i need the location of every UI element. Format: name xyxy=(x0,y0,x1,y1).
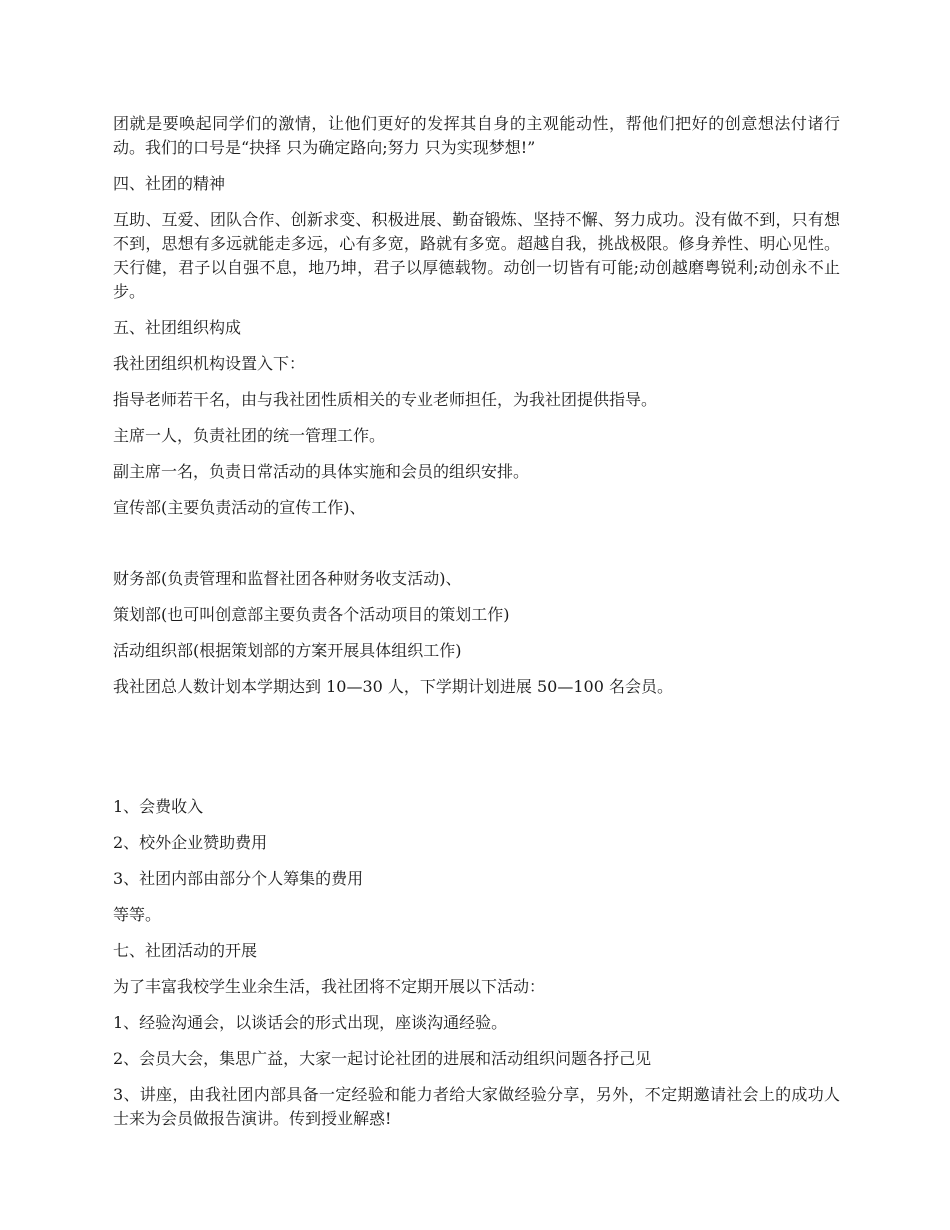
paragraph-club-spirit: 互助、互爱、团队合作、创新求变、积极进展、勤奋锻炼、坚持不懈、努力成功。没有做不到，只有想不到，思想有多远就能走多远，心有多宽，路就有多宽。超越自我，挑战极限。修身养性、明心见性。天行健，君子以自强不息，地乃坤，君子以厚德载物。动创一切皆有可能;动创越磨粤锐利;动创永不止步。 xyxy=(113,210,840,301)
paragraph-activity-dept: 活动组织部(根据策划部的方案开展具体组织工作) xyxy=(113,641,462,660)
paragraph-activities-intro: 为了丰富我校学生业余生活，我社团将不定期开展以下活动： xyxy=(113,977,546,996)
paragraph-finance-dept: 财务部(负责管理和监督社团各种财务收支活动)、 xyxy=(113,569,462,588)
paragraph-advisors: 指导老师若干名，由与我社团性质相关的专业老师担任，为我社团提供指导。 xyxy=(113,390,658,409)
paragraph-publicity-dept: 宣传部(主要负责活动的宣传工作)、 xyxy=(113,498,366,517)
blank-space xyxy=(113,711,840,795)
paragraph-member-plan: 我社团总人数计划本学期达到 10—30 人，下学期计划进展 50—100 名会员。 xyxy=(113,677,673,696)
paragraph-planning-dept: 策划部(也可叫创意部主要负责各个活动项目的策划工作) xyxy=(113,605,510,624)
paragraph-intro: 团就是要唤起同学们的激情，让他们更好的发挥其自身的主观能动性，帮他们把好的创意想法付诸行动。我们的口号是“抉择 只为确定路向;努力 只为实现梦想!” xyxy=(113,114,840,157)
heading-club-spirit: 四、社团的精神 xyxy=(113,174,226,193)
list-item-sponsorship: 2、校外企业赞助费用 xyxy=(113,833,268,852)
paragraph-vice-chairman: 副主席一名，负责日常活动的具体实施和会员的组织安排。 xyxy=(113,462,530,481)
paragraph-etc: 等等。 xyxy=(113,905,162,924)
heading-organization: 五、社团组织构成 xyxy=(113,318,242,337)
list-item-internal-funds: 3、社团内部由部分个人筹集的费用 xyxy=(113,869,364,888)
list-item-experience-meeting: 1、经验沟通会，以谈话会的形式出现，座谈沟通经验。 xyxy=(113,1013,508,1032)
blank-space xyxy=(113,532,840,567)
paragraph-org-setup: 我社团组织机构设置入下： xyxy=(113,354,306,373)
document-body xyxy=(113,112,840,1143)
list-item-member-assembly: 2、会员大会，集思广益，大家一起讨论社团的进展和活动组织问题各抒己见 xyxy=(113,1049,652,1068)
heading-activities: 七、社团活动的开展 xyxy=(113,941,258,960)
list-item-lectures: 3、讲座，由我社团内部具备一定经验和能力者给大家做经验分享，另外，不定期邀请社会上的成功人士来为会员做报告演讲。传到授业解惑! xyxy=(113,1085,840,1128)
list-item-fee-income: 1、会费收入 xyxy=(113,797,204,816)
paragraph-chairman: 主席一人，负责社团的统一管理工作。 xyxy=(113,426,386,445)
